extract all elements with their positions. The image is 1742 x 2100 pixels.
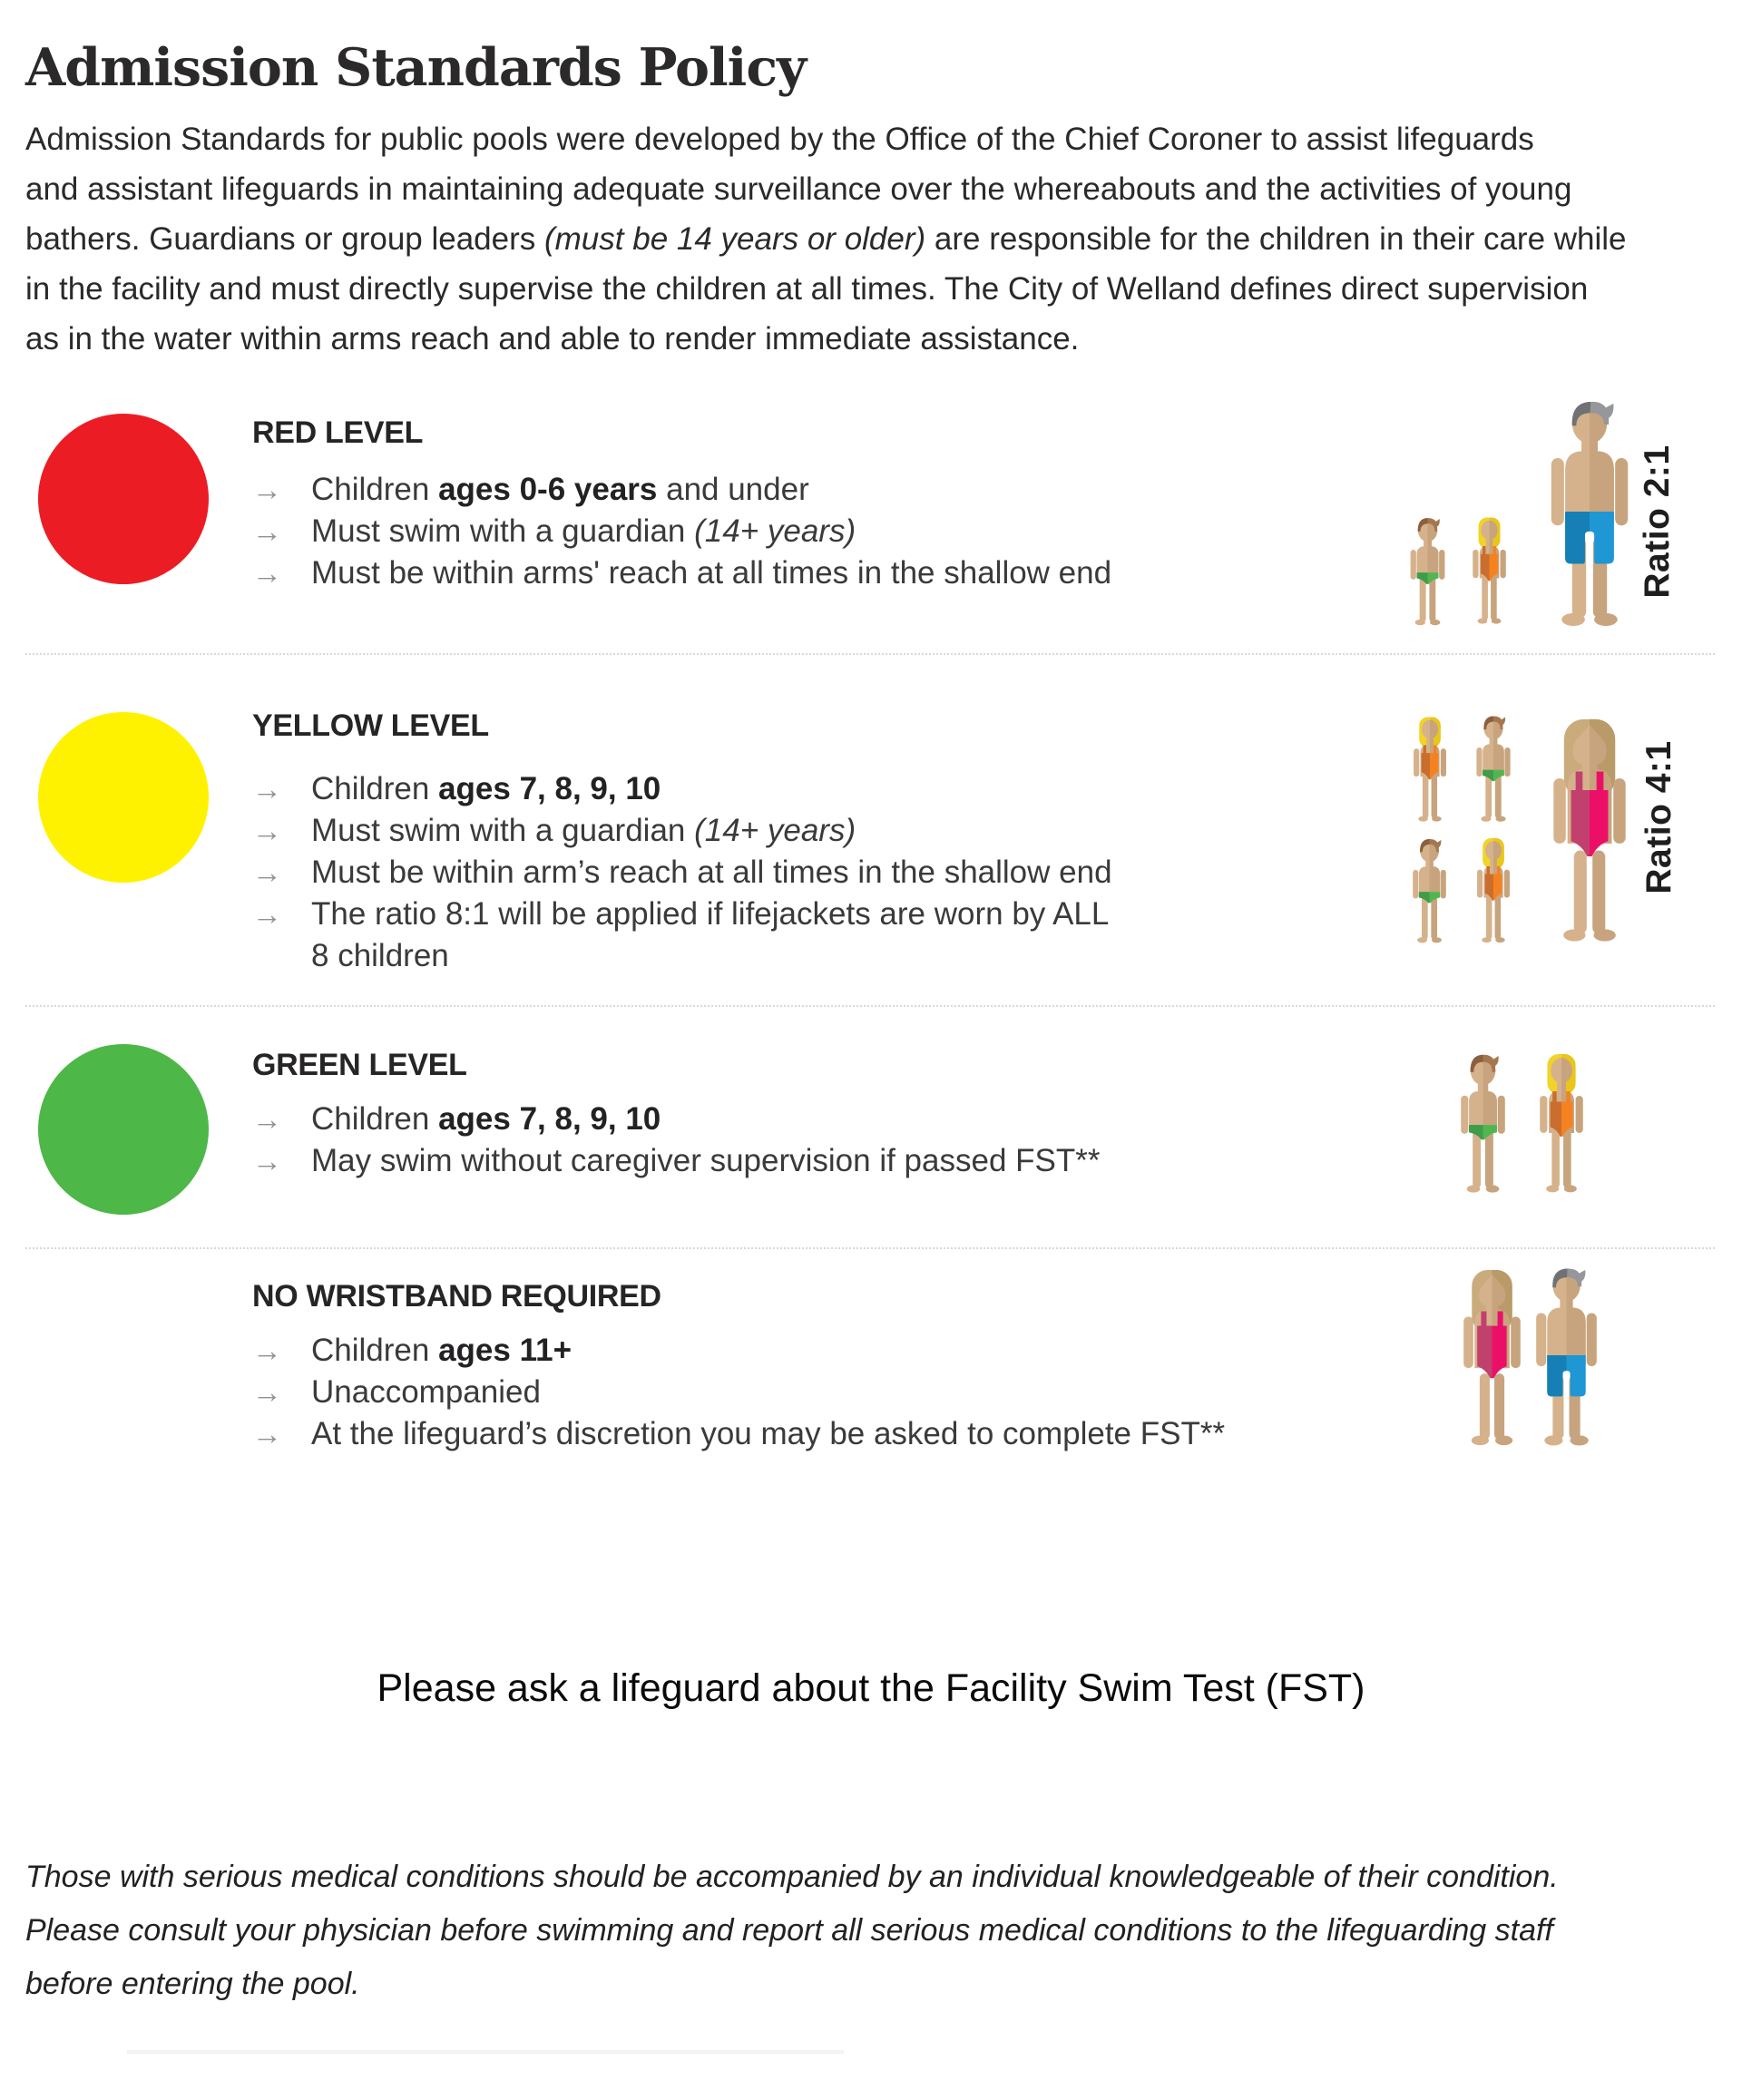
medical-line: Please consult your physician before swimming and report all serious medical conditions to the lifeguarding staff [25,1913,1553,1948]
intro-line: as in the water within arms reach and able to render immediate assistance. [25,321,1080,357]
rule-item: → Children ages 7, 8, 9, 10 [252,1099,1100,1140]
arrow-icon: → [252,1144,282,1177]
yellow-level-heading: YELLOW LEVEL [252,708,489,743]
footer-faint-bar [127,2050,844,2054]
green-boy-figure [1446,1050,1520,1197]
arrow-icon: → [252,1375,282,1409]
yellow-level-rules [252,768,1112,977]
green-girl-figure [1524,1048,1599,1197]
section-divider [25,1247,1715,1249]
page-title: Admission Standards Policy [25,37,807,98]
intro-line: in the facility and must directly supervise the children at all times. The City of Welland defines direct supervision [25,271,1589,307]
intro-paragraph [25,114,1627,364]
yellow-small-boy-figure [1402,835,1457,946]
arrow-icon: → [252,473,282,506]
rule-item: → Children ages 11+ [252,1330,1225,1372]
rule-item: → Unaccompanied [252,1372,1225,1413]
ratio-4-1-label: Ratio 4:1 [1639,740,1678,894]
intro-line: and assistant lifeguards in maintaining adequate surveillance over the whereabouts and the activities of young [25,171,1572,207]
green-level-rules [252,1099,1100,1182]
green-level-circle [38,1044,209,1215]
ratio-2-1-label: Ratio 2:1 [1638,444,1677,599]
red-small-boy-figure [1399,514,1456,629]
arrow-icon: → [252,814,282,847]
rule-item: → Must swim with a guardian (14+ years) [252,810,1112,852]
arrow-icon: → [252,855,282,889]
section-divider [25,1005,1715,1007]
yellow-adult-woman-figure [1532,713,1648,946]
rule-item: → Must swim with a guardian (14+ years) [252,511,1111,552]
medical-line: before entering the pool. [25,1967,360,2001]
arrow-icon: → [252,772,282,806]
red-small-girl-figure [1461,513,1518,628]
red-level-heading: RED LEVEL [252,415,424,450]
arrow-icon: → [252,1333,282,1367]
no-wristband-heading: NO WRISTBAND REQUIRED [252,1279,661,1314]
intro-line: bathers. Guardians or group leaders (must be 14 years or older) are responsible for the children in their care while [25,221,1627,257]
no-wristband-rules [252,1330,1225,1455]
arrow-icon: → [252,1417,282,1450]
red-level-circle [38,414,209,584]
arrow-icon: → [252,897,282,931]
arrow-icon: → [252,1102,282,1136]
intro-line: Admission Standards for public pools were developed by the Office of the Chief Coroner to assist lifeguards [25,122,1534,157]
rule-item: → Children ages 0-6 years and under [252,469,1111,511]
red-adult-man-figure [1532,397,1648,630]
yellow-small-girl-figure [1402,712,1458,825]
medical-disclaimer [25,1851,1559,2011]
fst-note: Please ask a lifeguard about the Facility Swim Test (FST) [377,1666,1365,1710]
yellow-small-boy-figure [1465,712,1522,825]
medical-line: Those with serious medical conditions should be accompanied by an individual knowledgeable of their condition. [25,1860,1559,1894]
rule-item: → Must be within arm’s reach at all times in the shallow end [252,852,1112,894]
rule-item: → The ratio 8:1 will be applied if lifejackets are worn by ALL 8 children [252,894,1112,977]
rule-item: → Must be within arms' reach at all times in the shallow end [252,552,1111,594]
yellow-level-circle [38,712,209,883]
arrow-icon: → [252,556,282,590]
section-divider [25,653,1715,655]
rule-item: → At the lifeguard’s discretion you may be asked to complete FST** [252,1413,1225,1455]
yellow-small-girl-figure [1465,834,1522,946]
green-level-heading: GREEN LEVEL [252,1048,467,1082]
no-wristband-boy-figure [1521,1265,1612,1449]
red-level-rules [252,469,1111,594]
arrow-icon: → [252,514,282,548]
rule-item: → May swim without caregiver supervision if passed FST** [252,1140,1100,1182]
rule-item: → Children ages 7, 8, 9, 10 [252,768,1112,810]
